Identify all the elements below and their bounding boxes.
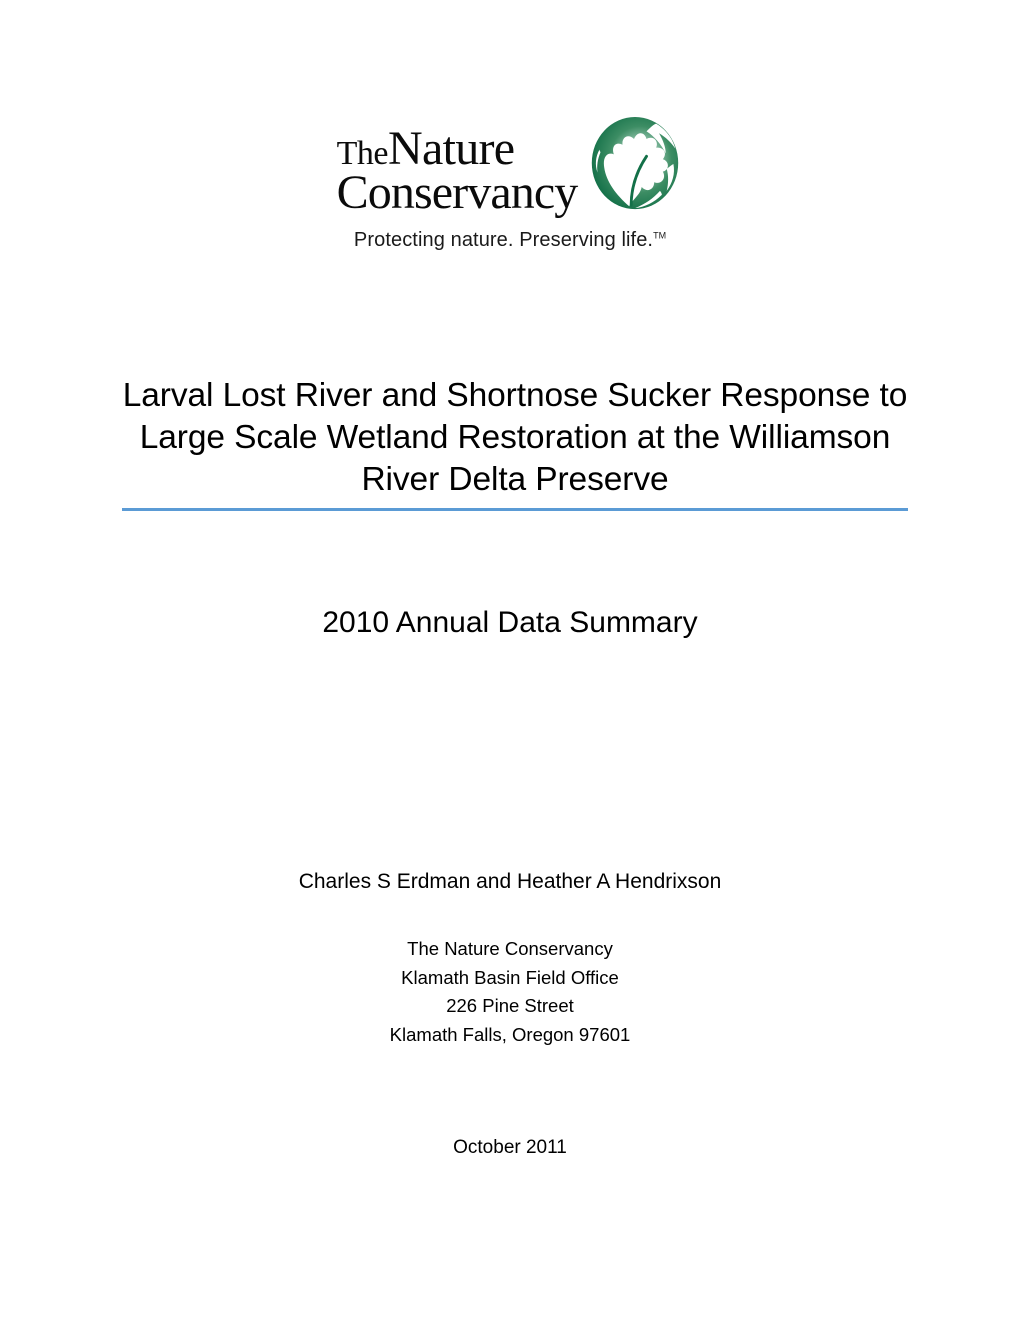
affiliation-city-state-zip: Klamath Falls, Oregon 97601 — [389, 1023, 631, 1045]
affiliation-office: Klamath Basin Field Office — [401, 966, 619, 988]
trademark-symbol: TM — [653, 230, 667, 241]
publication-date: October 2011 — [453, 1137, 567, 1158]
affiliation-block — [0, 935, 1020, 1049]
logo-wordmark — [336, 112, 578, 220]
logo-tagline — [354, 229, 666, 252]
document-title: Larval Lost River and Shortnose Sucker Response to Large Scale Wetland Restoration at the Williamson River Delta Preserve — [122, 377, 908, 498]
organization-logo — [0, 112, 1020, 252]
logo-tagline-text: Protecting nature. Preserving life. — [353, 229, 654, 252]
logo-wordmark-nature: Nature — [388, 122, 515, 175]
logo-mark-row — [336, 112, 684, 220]
affiliation-street: 226 Pine Street — [446, 995, 574, 1016]
title-divider-rule — [122, 508, 908, 511]
logo-wordmark-the: The — [336, 135, 388, 172]
document-subtitle: 2010 Annual Data Summary — [322, 606, 698, 639]
author-line: Charles S Erdman and Heather A Hendrixson — [298, 870, 722, 893]
affiliation-organization: The Nature Conservancy — [407, 938, 613, 959]
green-globe-leaf-icon — [587, 114, 683, 214]
logo-wordmark-conservancy: Conservancy — [336, 166, 578, 220]
